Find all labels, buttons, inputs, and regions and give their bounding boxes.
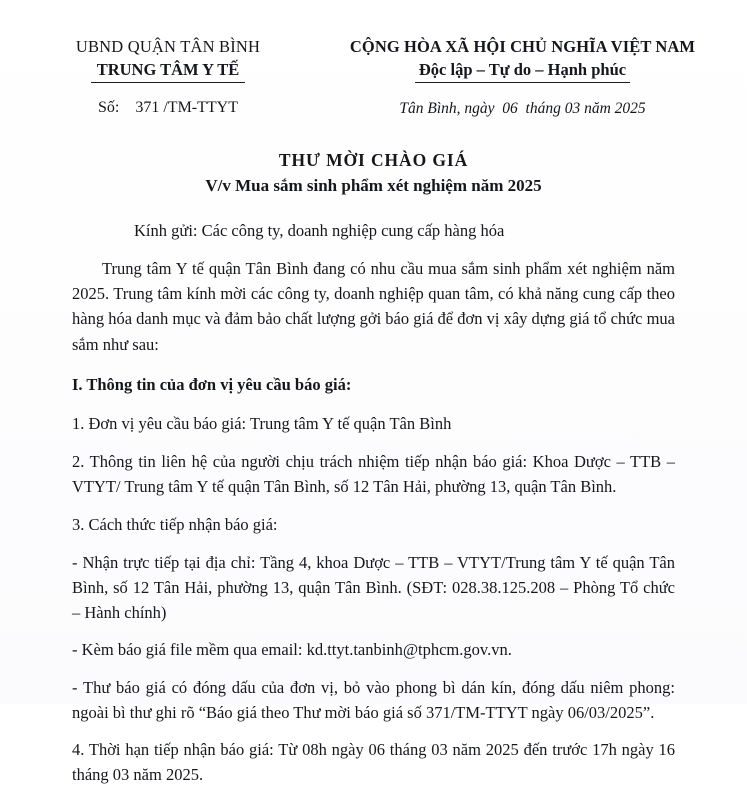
- item-1: 1. Đơn vị yêu cầu báo giá: Trung tâm Y tế quận Tân Bình: [72, 413, 452, 433]
- page-subtitle: V/v Mua sắm sinh phẩm xét nghiệm năm 2025: [205, 176, 542, 196]
- item-3: 3. Cách thức tiếp nhận báo giá:: [72, 515, 278, 535]
- document-body: [72, 219, 675, 787]
- section-heading-1: I. Thông tin của đơn vị yêu cầu báo giá:: [72, 374, 352, 394]
- national-title: CỘNG HÒA XÃ HỘI CHỦ NGHĨA VIỆT NAM: [349, 37, 696, 56]
- item-2: 2. Thông tin liên hệ của người chịu trách nhiệm tiếp nhận báo giá: Khoa Dược – TTB – VTYT/ Trung tâm Y tế quận Tân Bình, số 12 Tân Hải, phường 13, quận Tân Bình.: [72, 451, 675, 497]
- authority-name: UBND QUẬN TÂN BÌNH: [75, 37, 261, 56]
- document-title-block: [0, 149, 747, 199]
- item-4: 4. Thời hạn tiếp nhận báo giá: Từ 08h ngày 06 tháng 03 năm 2025 đến trước 17h ngày 16 tháng 03 năm 2025.: [72, 740, 675, 785]
- header-issuing-authority-block: [0, 36, 328, 117]
- header-national-block: [328, 36, 747, 118]
- national-motto: Độc lập – Tự do – Hạnh phúc: [415, 59, 630, 83]
- recipient-line: Kính gửi: Các công ty, doanh nghiệp cung cấp hàng hóa: [134, 221, 505, 241]
- page-title: THƯ MỜI CHÀO GIÁ: [278, 149, 469, 170]
- item-3-bullet-2: - Kèm báo giá file mềm qua email: kd.ttyt.tanbinh@tphcm.gov.vn.: [72, 640, 512, 660]
- organization-name: TRUNG TÂM Y TẾ: [91, 59, 246, 83]
- document-header: [0, 0, 747, 118]
- document-number: Số: 371 /TM-TTYT: [98, 98, 238, 116]
- place-and-date: Tân Bình, ngày 06 tháng 03 năm 2025: [399, 99, 646, 117]
- item-3-bullet-1: - Nhận trực tiếp tại địa chỉ: Tầng 4, khoa Dược – TTB – VTYT/Trung tâm Y tế quận Tân Bình, số 12 Tân Hải, phường 13, quận Tân Bình. (SĐT: 028.38.125.208 – Phòng Tổ chức – Hành chính): [72, 552, 675, 623]
- item-3-bullet-3: - Thư báo giá có đóng dấu của đơn vị, bỏ vào phong bì dán kín, đóng dấu niêm phong: ngoài bì thư ghi rõ “Báo giá theo Thư mời báo giá số 371/TM-TTYT ngày 06/03/2025”.: [72, 677, 675, 722]
- intro-paragraph: Trung tâm Y tế quận Tân Bình đang có nhu cầu mua sắm sinh phẩm xét nghiệm năm 2025. Trung tâm kính mời các công ty, doanh nghiệp quan tâm, có khả năng cung cấp theo hàng hóa danh mục và đảm bảo chất lượng gởi báo giá để đơn vị xây dựng giá tổ chức mua sắm như sau:: [72, 259, 675, 354]
